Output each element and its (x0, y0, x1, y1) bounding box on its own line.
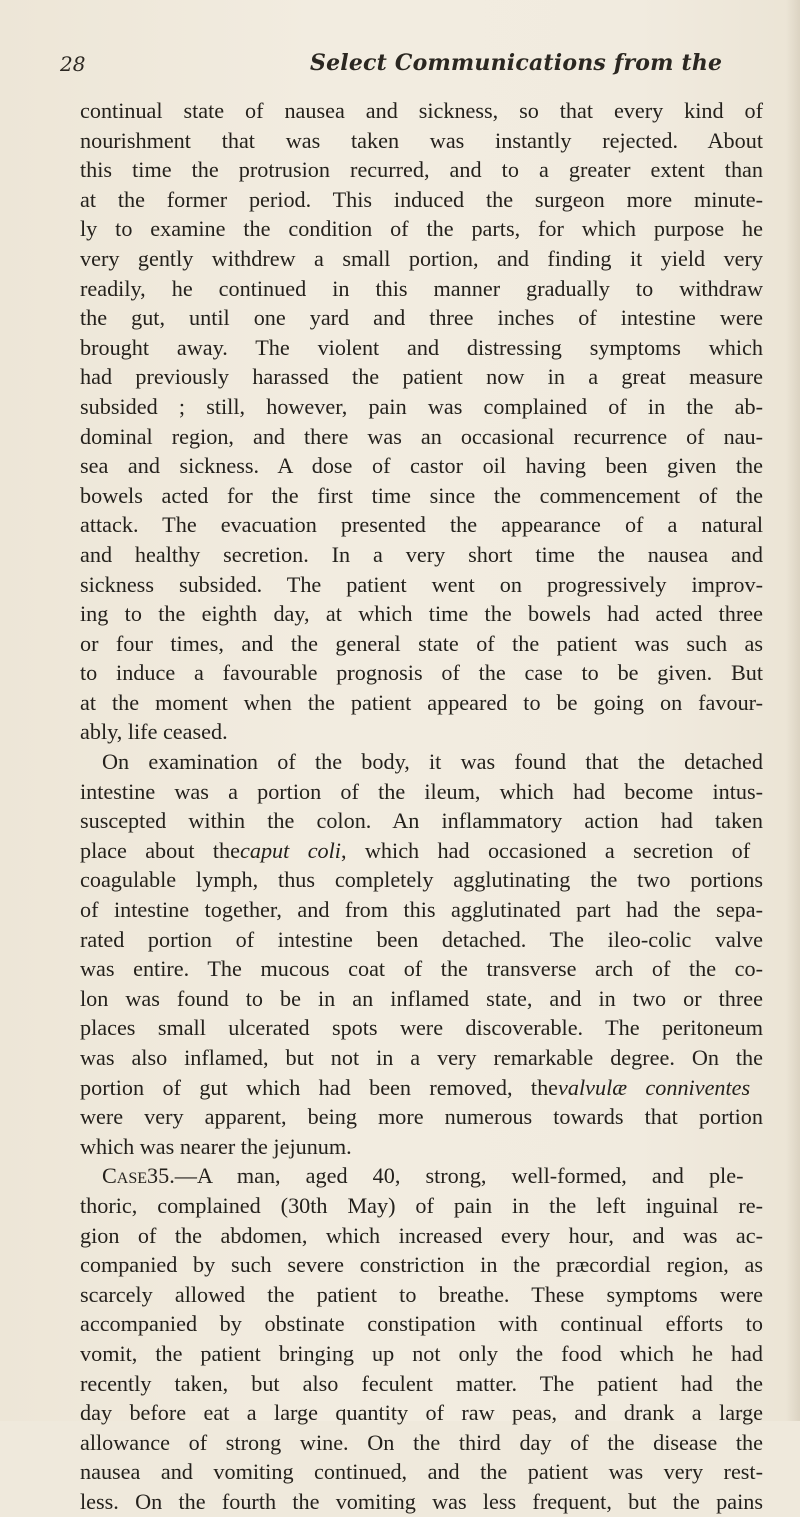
text-line (80, 984, 763, 1014)
text-line (80, 303, 763, 333)
text-line (80, 451, 763, 481)
line-text: day before eat a large quantity of raw peas, and drank a large (80, 1400, 763, 1426)
page-number: 28 (60, 52, 86, 76)
line-text: were very apparent, being more numerous towards that portion (80, 1104, 763, 1130)
line-text: suscepted within the colon. An inflammatory action had taken (80, 808, 763, 834)
line-text: nausea and vomiting continued, and the patient was very rest- (80, 1459, 763, 1485)
line-text: 35.—A man, aged 40, strong, well-formed, and ple- (147, 1163, 744, 1189)
line-text: less. On the fourth the vomiting was less frequent, but the pains (80, 1488, 763, 1514)
line-text: scarcely allowed the patient to breathe. These symptoms were (80, 1281, 763, 1307)
line-text: readily, he continued in this manner gradually to withdraw (80, 275, 763, 301)
line-text: had previously harassed the patient now in a great measure (80, 364, 763, 390)
text-line (80, 599, 763, 629)
line-text: at the former period. This induced the surgeon more minute- (80, 186, 763, 212)
text-line (80, 1339, 763, 1369)
line-text: the gut, until one yard and three inches of intestine were (80, 305, 763, 331)
line-text: sickness subsided. The patient went on progressively improv- (80, 571, 763, 597)
text-line (80, 214, 763, 244)
text-line (80, 244, 763, 274)
case-label: Case (102, 1163, 148, 1189)
line-text: companied by such severe constriction in the præcordial region, as (80, 1252, 763, 1278)
body-text (80, 96, 763, 1517)
text-line (80, 806, 763, 836)
text-line (80, 1428, 763, 1458)
text-line (80, 96, 763, 126)
text-line (80, 747, 763, 777)
text-line (80, 1132, 763, 1162)
running-title: Select Communications from the (310, 50, 723, 76)
text-line (80, 126, 763, 156)
text-line (80, 1191, 763, 1221)
line-text: to induce a favourable prognosis of the case to be given. But (80, 660, 763, 686)
line-text: which was nearer the jejunum. (80, 1133, 352, 1159)
text-line (80, 954, 763, 984)
line-text: recently taken, but also feculent matter. The patient had the (80, 1370, 763, 1396)
line-text: lon was found to be in an inflamed state, and in two or three (80, 985, 763, 1011)
text-line (80, 155, 763, 185)
text-line (80, 658, 763, 688)
text-line (80, 570, 763, 600)
line-text: nourishment that was taken was instantly rejected. About (80, 127, 763, 153)
text-line (80, 688, 763, 718)
text-line (80, 865, 763, 895)
text-line (80, 1013, 763, 1043)
text-line (80, 1073, 763, 1103)
line-text: ly to examine the condition of the parts, for which purpose he (80, 216, 763, 242)
line-text: brought away. The violent and distressing symptoms which (80, 334, 763, 360)
italic-phrase: caput coli (240, 837, 341, 863)
text-line (80, 895, 763, 925)
page-edge-shadow (786, 0, 800, 1421)
text-line (80, 777, 763, 807)
line-text: intestine was a portion of the ileum, which had become intus- (80, 778, 763, 804)
text-line (80, 392, 763, 422)
text-line (80, 333, 763, 363)
line-text: and healthy secretion. In a very short time the nausea and (80, 541, 763, 567)
line-text: bowels acted for the first time since the commencement of the (80, 482, 763, 508)
line-text: allowance of strong wine. On the third day of the disease the (80, 1429, 763, 1455)
text-line (80, 1250, 763, 1280)
line-text: ing to the eighth day, at which time the bowels had acted three (80, 601, 763, 627)
text-line (80, 1161, 763, 1191)
line-text: dominal region, and there was an occasional recurrence of nau- (80, 423, 763, 449)
text-line (80, 1398, 763, 1428)
text-line (80, 629, 763, 659)
line-text: places small ulcerated spots were discoverable. The peritoneum (80, 1015, 763, 1041)
line-text: sea and sickness. A dose of castor oil having been given the (80, 453, 763, 479)
line-text: gion of the abdomen, which increased every hour, and was ac- (80, 1222, 763, 1248)
line-text: ably, life ceased. (80, 719, 228, 745)
running-head (60, 52, 760, 82)
text-line (80, 925, 763, 955)
text-line (80, 1457, 763, 1487)
text-line (80, 1487, 763, 1517)
text-line (80, 1280, 763, 1310)
text-line (80, 481, 763, 511)
text-line (80, 1369, 763, 1399)
line-text: continual state of nausea and sickness, so that every kind of (80, 98, 763, 123)
line-text: coagulable lymph, thus completely agglutinating the two portions (80, 867, 763, 893)
italic-phrase: valvulæ conniventes (558, 1074, 751, 1100)
text-line (80, 510, 763, 540)
line-text: portion of gut which had been removed, the (80, 1074, 559, 1100)
line-text: accompanied by obstinate constipation with continual efforts to (80, 1311, 763, 1337)
line-text: rated portion of intestine been detached. The ileo-colic valve (80, 926, 763, 952)
line-text: or four times, and the general state of the patient was such as (80, 630, 763, 656)
text-line (80, 1102, 763, 1132)
line-text: attack. The evacuation presented the appearance of a natural (80, 512, 763, 538)
text-line (80, 1309, 763, 1339)
line-text: place about the (80, 837, 240, 863)
line-text: subsided ; still, however, pain was complained of in the ab- (80, 393, 763, 419)
text-line (80, 362, 763, 392)
line-text: of intestine together, and from this agglutinated part had the sepa- (80, 897, 763, 923)
line-text: was entire. The mucous coat of the transverse arch of the co- (80, 956, 763, 982)
line-text: vomit, the patient bringing up not only the food which he had (80, 1340, 763, 1366)
line-text: at the moment when the patient appeared to be going on favour- (80, 689, 763, 715)
text-line (80, 185, 763, 215)
line-text: this time the protrusion recurred, and to a greater extent than (80, 157, 763, 183)
text-line (80, 422, 763, 452)
line-text: very gently withdrew a small portion, and finding it yield very (80, 245, 763, 271)
line-text: thoric, complained (30th May) of pain in the left inguinal re- (80, 1192, 763, 1218)
line-text: was also inflamed, but not in a very remarkable degree. On the (80, 1045, 763, 1070)
text-line (80, 1221, 763, 1251)
text-line (80, 836, 763, 866)
text-line (80, 540, 763, 570)
line-text: , which had occasioned a secretion of (340, 837, 751, 863)
text-line (80, 717, 763, 747)
text-line (80, 274, 763, 304)
line-text: On examination of the body, it was found that the detached (102, 749, 763, 775)
text-line (80, 1043, 763, 1073)
